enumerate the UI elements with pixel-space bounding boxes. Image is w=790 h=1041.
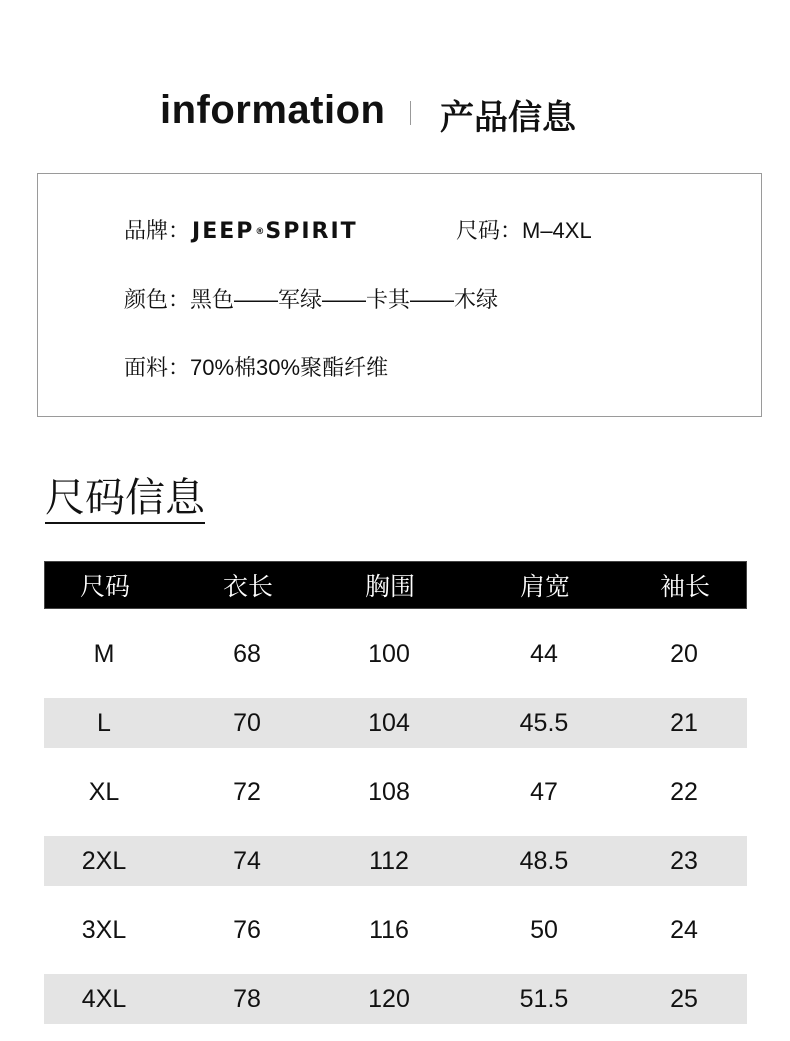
cell-size: M bbox=[93, 639, 115, 668]
cell-size: L bbox=[97, 708, 111, 737]
cell-shoulder: 45.5 bbox=[519, 708, 569, 737]
cell-chest: 100 bbox=[368, 639, 410, 668]
table-row bbox=[44, 836, 747, 886]
table-row bbox=[44, 905, 747, 955]
registered-mark: ® bbox=[255, 227, 265, 237]
header-size: 尺码 bbox=[79, 573, 130, 601]
cell-length: 76 bbox=[233, 915, 261, 944]
brand-label: 品牌： bbox=[124, 218, 191, 243]
cell-sleeve: 22 bbox=[670, 777, 698, 806]
cell-length: 72 bbox=[233, 777, 261, 806]
cell-chest: 108 bbox=[368, 777, 410, 806]
cell-chest: 120 bbox=[368, 984, 410, 1013]
cell-length: 70 bbox=[233, 708, 261, 737]
cell-sleeve: 21 bbox=[670, 708, 698, 737]
header-shoulder: 肩宽 bbox=[519, 573, 570, 601]
table-row bbox=[44, 767, 747, 817]
cell-shoulder: 48.5 bbox=[519, 846, 569, 875]
brand-logo bbox=[192, 219, 358, 244]
cell-chest: 112 bbox=[369, 846, 409, 875]
page-heading bbox=[0, 88, 790, 138]
cell-length: 68 bbox=[233, 639, 261, 668]
cell-sleeve: 23 bbox=[670, 846, 698, 875]
cell-shoulder: 47 bbox=[530, 777, 558, 806]
cell-size: 4XL bbox=[81, 984, 127, 1013]
heading-divider bbox=[410, 101, 411, 125]
header-chest: 胸围 bbox=[364, 573, 415, 601]
cell-sleeve: 20 bbox=[670, 639, 698, 668]
cell-shoulder: 50 bbox=[530, 915, 558, 944]
cell-size: 3XL bbox=[81, 915, 127, 944]
cell-shoulder: 51.5 bbox=[519, 984, 569, 1013]
cell-length: 78 bbox=[233, 984, 261, 1013]
table-row bbox=[44, 974, 747, 1024]
heading-chinese: 产品信息 bbox=[440, 99, 576, 137]
cell-chest: 104 bbox=[368, 708, 410, 737]
cell-size: 2XL bbox=[81, 846, 127, 875]
color-row: 颜色：黑色——军绿——卡其——木绿 bbox=[124, 287, 499, 312]
table-row bbox=[44, 629, 747, 679]
brand-logo-part-b: SPIRIT bbox=[265, 219, 358, 244]
cell-size: XL bbox=[88, 777, 120, 806]
table-header bbox=[44, 561, 747, 609]
table-row bbox=[44, 698, 747, 748]
fabric-row: 面料：70%棉30%聚酯纤维 bbox=[124, 355, 389, 380]
cell-length: 74 bbox=[233, 846, 261, 875]
size-section-title: 尺码信息 bbox=[45, 476, 205, 524]
cell-sleeve: 25 bbox=[670, 984, 698, 1013]
size-table bbox=[44, 561, 747, 1024]
brand-row bbox=[124, 214, 358, 245]
brand-logo-part-a: JEEP bbox=[192, 219, 255, 244]
size-range: 尺码：M–4XL bbox=[456, 218, 592, 243]
cell-sleeve: 24 bbox=[670, 915, 698, 944]
heading-english: information bbox=[160, 88, 386, 132]
header-length: 衣长 bbox=[222, 573, 273, 601]
cell-chest: 116 bbox=[369, 915, 409, 944]
header-sleeve: 袖长 bbox=[659, 573, 710, 601]
product-info-box bbox=[37, 173, 762, 417]
cell-shoulder: 44 bbox=[530, 639, 558, 668]
